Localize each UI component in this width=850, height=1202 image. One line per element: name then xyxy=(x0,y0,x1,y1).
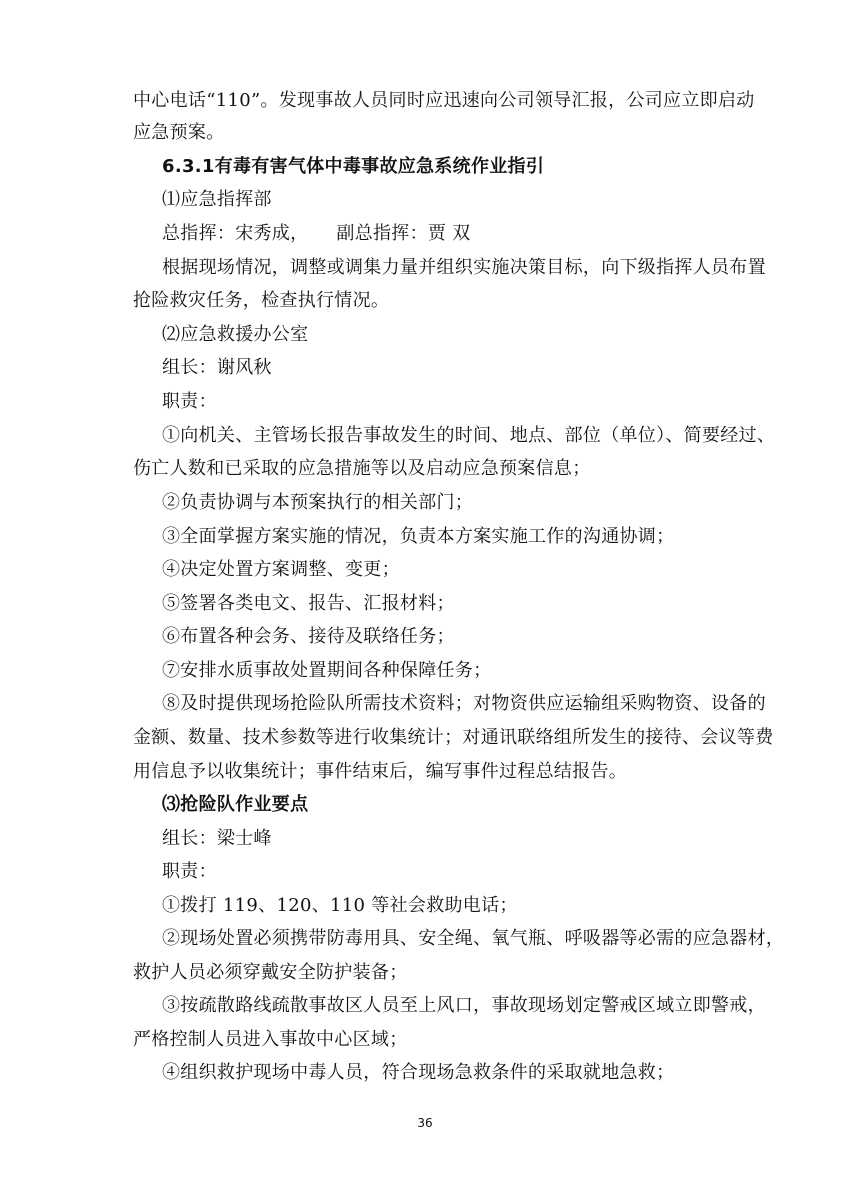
list-item: ⑥布置各种会务、接待及联络任务； xyxy=(162,626,455,647)
list-item: ①向机关、主管场长报告事故发生的时间、地点、部位（单位）、简要经过、 xyxy=(162,425,776,446)
list-item: ④组织救护现场中毒人员，符合现场急救条件的采取就地急救； xyxy=(162,1062,675,1083)
list-item: ②现场处置必须携带防毒用具、安全绳、氧气瓶、呼吸器等必需的应急器材， xyxy=(162,928,785,949)
list-item: ⑤签署各类电文、报告、汇报材料； xyxy=(162,593,455,614)
list-item-continuation: 救护人员必须穿戴安全防护装备； xyxy=(133,962,408,983)
list-item-continuation: 伤亡人数和已采取的应急措施等以及启动应急预案信息； xyxy=(133,458,591,479)
section-heading: 6.3.1有毒有害气体中毒事故应急系统作业指引 xyxy=(162,156,545,177)
paragraph-line: 根据现场情况，调整或调集力量并组织实施决策目标，向下级指挥人员布置 xyxy=(162,257,766,278)
leader-line: 组长：梁士峰 xyxy=(162,828,272,849)
subsection-title: ⑶抢险队作业要点 xyxy=(162,794,309,815)
subsection-title: ⑵应急救援办公室 xyxy=(162,324,309,345)
list-item-continuation: 金额、数量、技术参数等进行收集统计；对通讯联络组所发生的接待、会议等费 xyxy=(133,727,774,748)
list-item: ⑧及时提供现场抢险队所需技术资料；对物资供应运输组采购物资、设备的 xyxy=(162,693,766,714)
paragraph-line: 中心电话“110”。发现事故人员同时应迅速向公司领导汇报，公司应立即启动 xyxy=(133,90,755,111)
subsection-title: ⑴应急指挥部 xyxy=(162,189,272,210)
list-item: ⑦安排水质事故处置期间各种保障任务； xyxy=(162,660,492,681)
list-item: ③按疏散路线疏散事故区人员至上风口，事故现场划定警戒区域立即警戒， xyxy=(162,995,766,1016)
list-item: ③全面掌握方案实施的情况，负责本方案实施工作的沟通协调； xyxy=(162,526,675,547)
paragraph-line: 抢险救灾任务，检查执行情况。 xyxy=(133,290,390,311)
leader-line: 组长：谢风秋 xyxy=(162,357,272,378)
chief-commander: 总指挥：宋秀成， xyxy=(162,223,309,244)
duty-label: 职责： xyxy=(162,391,217,412)
duty-label: 职责： xyxy=(162,861,217,882)
deputy-commander: 副总指挥：贾 双 xyxy=(336,223,471,244)
list-item-continuation: 严格控制人员进入事故中心区域； xyxy=(133,1029,408,1050)
list-item-continuation: 用信息予以收集统计；事件结束后，编写事件过程总结报告。 xyxy=(133,761,628,782)
list-item: ①拨打 119、120、110 等社会救助电话； xyxy=(162,895,518,916)
paragraph-line: 应急预案。 xyxy=(133,122,225,143)
list-item: ④决定处置方案调整、变更； xyxy=(162,559,400,580)
page-number: 36 xyxy=(417,1116,433,1130)
commander-line xyxy=(162,222,471,246)
list-item: ②负责协调与本预案执行的相关部门； xyxy=(162,492,474,513)
